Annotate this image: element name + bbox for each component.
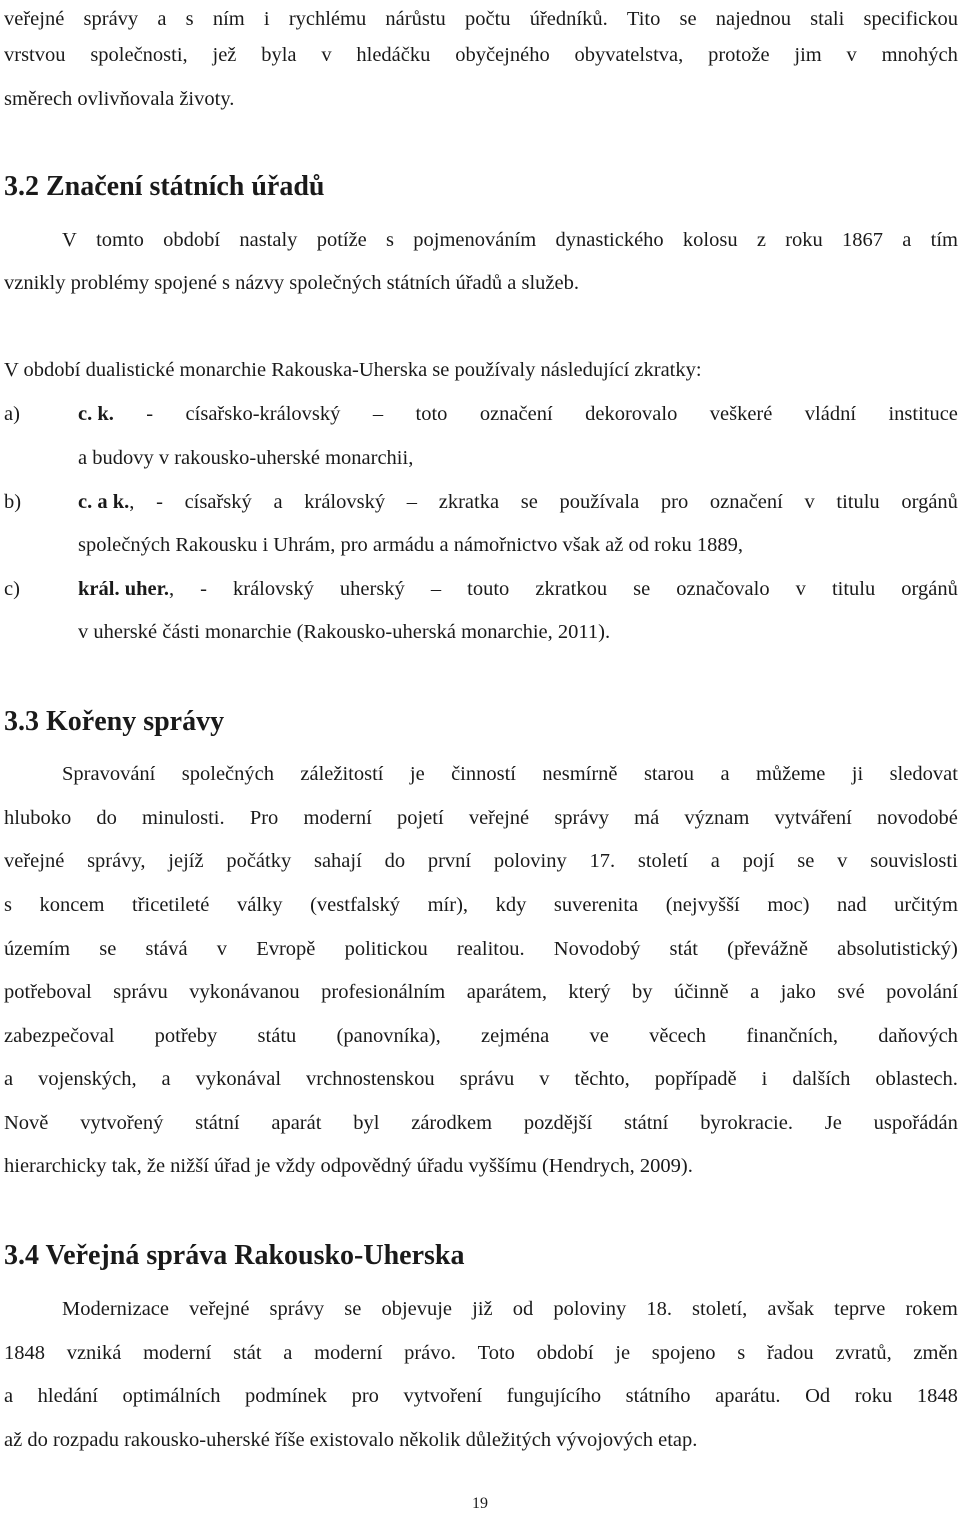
word: byrokracie. [700, 1112, 793, 1134]
intro-line-2 [4, 40, 958, 70]
section-3-3-line-7 [4, 1021, 958, 1051]
abbreviation: c. a k., [78, 491, 135, 513]
word: zejména [480, 1025, 550, 1047]
word: již [472, 1298, 493, 1320]
word: zkratkou [535, 578, 608, 600]
word: je [409, 763, 425, 785]
word: vrchnostenskou [306, 1068, 435, 1090]
word: používala [559, 491, 640, 513]
word: státní [195, 1112, 240, 1134]
word: spojeno [651, 1342, 716, 1364]
word: minulosti. [142, 807, 225, 829]
section-heading-3-4: 3.4 Veřejná správa Rakousko-Uherska [4, 1240, 465, 1271]
word: koncem [39, 894, 105, 916]
word: - [156, 491, 163, 513]
word: novodobé [877, 807, 958, 829]
word: a [720, 763, 730, 785]
word: jejíž [168, 850, 204, 872]
word: století [637, 850, 688, 872]
word: uspořádán [873, 1112, 958, 1134]
word: státu [257, 1025, 297, 1047]
word: označení [479, 403, 553, 425]
word: moderní [143, 1342, 212, 1364]
word: správu [459, 1068, 515, 1090]
section-3-2-para1-line2: vznikly problémy spojené s názvy společných státních úřadů a služeb. [4, 272, 579, 294]
word: realitou. [456, 938, 525, 960]
word: vytvoření [403, 1385, 483, 1407]
abbreviation: král. uher., [78, 578, 175, 600]
word: v [216, 938, 228, 960]
word: fungujícího [506, 1385, 602, 1407]
word: vykonávanou [189, 981, 300, 1003]
word: se [99, 938, 117, 960]
list-marker-a: a) [4, 403, 20, 425]
abbreviation-bold: c. a k. [78, 491, 130, 513]
section-3-3-line-1 [62, 759, 958, 789]
word: císařský [184, 491, 252, 513]
word: byla [261, 44, 297, 66]
page-number: 19 [472, 1495, 488, 1512]
word: roku [854, 1385, 893, 1407]
word: společných [181, 763, 274, 785]
list-item-a-line1 [78, 399, 958, 429]
word: a [750, 981, 760, 1003]
word: (vestfalský [310, 894, 401, 916]
word: jako [780, 981, 816, 1003]
word: by [632, 981, 653, 1003]
intro-line-3: směrech ovlivňovala životy. [4, 88, 235, 110]
word: označovalo [676, 578, 770, 600]
word: moc) [767, 894, 810, 916]
word: mnohých [881, 44, 958, 66]
word: a [283, 1342, 293, 1364]
word: souvislosti [870, 850, 958, 872]
word: moderní [303, 807, 372, 829]
word: zkratka [438, 491, 500, 513]
word: vytváření [774, 807, 852, 829]
word: pojetí [396, 807, 444, 829]
section-3-3-line-6 [4, 977, 958, 1007]
intro-line-1 [4, 4, 958, 34]
word: zvratů, [835, 1342, 892, 1364]
word: oblastech. [875, 1068, 958, 1090]
word: do [384, 850, 406, 872]
word: v [795, 578, 806, 600]
word: v [539, 1068, 550, 1090]
word: obyvatelstva, [574, 44, 684, 66]
word: úředníků. [529, 8, 608, 30]
section-3-4-line-1 [62, 1294, 958, 1324]
word: v [804, 491, 815, 513]
word: nesmírně [542, 763, 618, 785]
word: stát [233, 1342, 262, 1364]
word: z [756, 229, 766, 251]
word: poloviny [553, 1298, 627, 1320]
word: mír), [427, 894, 469, 916]
word: jež [212, 44, 237, 66]
word: nárůstu [385, 8, 446, 30]
word: správy [83, 8, 139, 30]
word: účinně [673, 981, 729, 1003]
abbreviation-bold: král. uher. [78, 578, 169, 600]
word: v [837, 850, 848, 872]
word: a [4, 1385, 14, 1407]
word: období [163, 229, 221, 251]
word: najednou [715, 8, 791, 30]
word: instituce [888, 403, 958, 425]
word: počátky [226, 850, 292, 872]
word: a [902, 229, 912, 251]
word: změn [913, 1342, 958, 1364]
word: v [321, 44, 332, 66]
word: období [536, 1342, 594, 1364]
word: své [837, 981, 865, 1003]
word: suverenita [553, 894, 639, 916]
word: se [344, 1298, 362, 1320]
word: má [634, 807, 660, 829]
word: ji [851, 763, 864, 785]
word: titulu [831, 578, 876, 600]
word: Tito [626, 8, 661, 30]
word: správy [554, 807, 609, 829]
word: veřejné [189, 1298, 250, 1320]
word: uherský [339, 578, 405, 600]
list-marker-c: c) [4, 578, 20, 600]
word: hluboko [4, 807, 72, 829]
word: vojenských, [38, 1068, 137, 1090]
word: i [761, 1068, 768, 1090]
word: Pro [249, 807, 279, 829]
word: podmínek [245, 1385, 328, 1407]
word: (převážně [727, 938, 808, 960]
word: od [512, 1298, 534, 1320]
word: popřípadě [654, 1068, 737, 1090]
word: můžeme [755, 763, 826, 785]
word: objevuje [381, 1298, 453, 1320]
word: dekorovalo [585, 403, 678, 425]
word: finančních, [746, 1025, 838, 1047]
word: orgánů [901, 578, 958, 600]
word: aparátu. [715, 1385, 781, 1407]
word: Novodobý [553, 938, 641, 960]
word: 1848 [4, 1342, 45, 1364]
word: pozdější [523, 1112, 593, 1134]
word: správu [113, 981, 168, 1003]
word: veřejné [468, 807, 530, 829]
word: potíže [316, 229, 367, 251]
word: hledáčku [356, 44, 431, 66]
word: - [200, 578, 207, 600]
word: veškeré [709, 403, 773, 425]
word: poloviny [493, 850, 567, 872]
word: toto [415, 403, 448, 425]
word: optimálních [122, 1385, 221, 1407]
word: stát [669, 938, 698, 960]
word: označení [709, 491, 783, 513]
word: pojmenováním [413, 229, 537, 251]
word: vykonával [195, 1068, 282, 1090]
word: roku [785, 229, 823, 251]
word: počtu [464, 8, 511, 30]
word: královský [233, 578, 314, 600]
word: s [737, 1342, 746, 1364]
word: do [96, 807, 117, 829]
word: teprve [834, 1298, 886, 1320]
word: Od [805, 1385, 831, 1407]
word: Spravování [62, 763, 156, 785]
word: touto [467, 578, 510, 600]
word: veřejné [4, 8, 65, 30]
word: potřeboval [4, 981, 92, 1003]
word: právo. [404, 1342, 456, 1364]
word: hledání [37, 1385, 98, 1407]
word: aparátem, [466, 981, 547, 1003]
word: třicetileté [132, 894, 210, 916]
word: - [146, 403, 154, 425]
word: vládní [804, 403, 857, 425]
word: se [679, 8, 697, 30]
word: a [157, 8, 167, 30]
word: pro [660, 491, 689, 513]
word: rokem [905, 1298, 958, 1320]
word: který [568, 981, 611, 1003]
word: státní [623, 1112, 669, 1134]
section-3-3-line-3 [4, 846, 958, 876]
section-3-3-line-5 [4, 934, 958, 964]
word: absolutistický) [837, 938, 958, 960]
word: vzniká [66, 1342, 122, 1364]
word: – [406, 491, 418, 513]
list-marker-b: b) [4, 491, 22, 513]
word: tím [930, 229, 958, 251]
word: význam [684, 807, 750, 829]
word: s [185, 8, 194, 30]
word: profesionálním [321, 981, 446, 1003]
word: v [846, 44, 857, 66]
section-3-4-line-4: až do rozpadu rakousko-uherské říše existovalo několik důležitých vývojových etap. [4, 1429, 698, 1451]
word: potřeby [154, 1025, 218, 1047]
word: 1848 [916, 1385, 958, 1407]
word: politickou [344, 938, 428, 960]
word: protože [708, 44, 770, 66]
word: nad [837, 894, 867, 916]
section-3-3-line-10: hierarchicky tak, že nižší úřad je vždy odpovědný úřadu vyššímu (Hendrych, 2009). [4, 1155, 693, 1177]
word: dynastického [555, 229, 664, 251]
word: správy, [87, 850, 146, 872]
word: Modernizace [62, 1298, 169, 1320]
word: století, [692, 1298, 748, 1320]
word: společnosti, [90, 44, 188, 66]
word: určitým [894, 894, 958, 916]
word: stává [145, 938, 188, 960]
section-3-3-line-8 [4, 1064, 958, 1094]
word: státního [625, 1385, 691, 1407]
section-3-3-line-2 [4, 803, 958, 833]
word: císařsko-královský [185, 403, 341, 425]
word: a [710, 850, 720, 872]
word: a [161, 1068, 171, 1090]
word: války [236, 894, 283, 916]
word: územím [4, 938, 71, 960]
word: specifickou [863, 8, 958, 30]
list-item-b-line2: společných Rakousku i Uhrám, pro armádu a námořnictvo však až od roku 1889, [78, 534, 743, 556]
word: a [273, 491, 283, 513]
word: pro [351, 1385, 379, 1407]
word: kolosu [682, 229, 738, 251]
word: se [633, 578, 651, 600]
word: – [430, 578, 442, 600]
word: 18. [646, 1298, 672, 1320]
list-item-c-line1 [78, 574, 958, 604]
word: zárodkem [411, 1112, 493, 1134]
section-heading-3-2: 3.2 Značení státních úřadů [4, 171, 325, 202]
section-3-4-line-2 [4, 1338, 958, 1368]
word: obyčejného [455, 44, 550, 66]
word: ním [212, 8, 245, 30]
word: se [797, 850, 815, 872]
section-3-2-para1-line1 [62, 225, 958, 255]
word: 17. [589, 850, 616, 872]
word: těchto, [574, 1068, 630, 1090]
word: zabezpečoval [4, 1025, 115, 1047]
section-3-4-line-3 [4, 1381, 958, 1411]
word: záležitostí [300, 763, 384, 785]
word: titulu [836, 491, 880, 513]
word: kdy [495, 894, 527, 916]
word: vrstvou [4, 44, 66, 66]
word: tomto [96, 229, 144, 251]
word: sahají [313, 850, 362, 872]
word: se [520, 491, 538, 513]
word: věcech [649, 1025, 707, 1047]
abbreviation [78, 399, 114, 429]
word: a [4, 1068, 14, 1090]
word: ve [589, 1025, 609, 1047]
word: správy [269, 1298, 325, 1320]
word: avšak [767, 1298, 815, 1320]
word: Je [824, 1112, 842, 1134]
word: královský [304, 491, 386, 513]
word: aparát [271, 1112, 322, 1134]
section-3-2-para2: V období dualistické monarchie Rakouska-Uherska se používaly následující zkratky: [4, 359, 702, 381]
word: vytvořený [80, 1112, 164, 1134]
word: je [615, 1342, 631, 1364]
word: sledovat [889, 763, 958, 785]
list-item-b-line1 [78, 487, 958, 517]
section-3-3-line-9 [4, 1108, 958, 1138]
word: s [4, 894, 12, 916]
word: činností [451, 763, 516, 785]
word: první [427, 850, 472, 872]
word: rychlému [288, 8, 367, 30]
word: Toto [477, 1342, 515, 1364]
word: Evropě [256, 938, 316, 960]
word: 1867 [842, 229, 884, 251]
word: daňových [878, 1025, 958, 1047]
list-item-c-line2: v uherské části monarchie (Rakousko-uherská monarchie, 2011). [78, 621, 611, 643]
word: s [386, 229, 395, 251]
word: řadou [766, 1342, 814, 1364]
word: veřejné [4, 850, 65, 872]
section-3-3-line-4 [4, 890, 958, 920]
word: stali [810, 8, 845, 30]
word: byl [353, 1112, 380, 1134]
word: (nejvyšší [665, 894, 740, 916]
abbreviation-bold: c. k. [78, 403, 114, 425]
word: nastaly [239, 229, 298, 251]
word: – [372, 403, 384, 425]
word: i [263, 8, 270, 30]
word: moderní [314, 1342, 383, 1364]
word: jim [794, 44, 822, 66]
word: (panovníka), [336, 1025, 441, 1047]
word: dalších [792, 1068, 851, 1090]
section-heading-3-3: 3.3 Kořeny správy [4, 706, 225, 737]
word: orgánů [901, 491, 958, 513]
list-item-a-line2: a budovy v rakousko-uherské monarchii, [78, 447, 414, 469]
word: V [62, 229, 77, 251]
word: starou [643, 763, 695, 785]
word: pojí [742, 850, 775, 872]
word: Nově [4, 1112, 49, 1134]
word: povolání [886, 981, 958, 1003]
